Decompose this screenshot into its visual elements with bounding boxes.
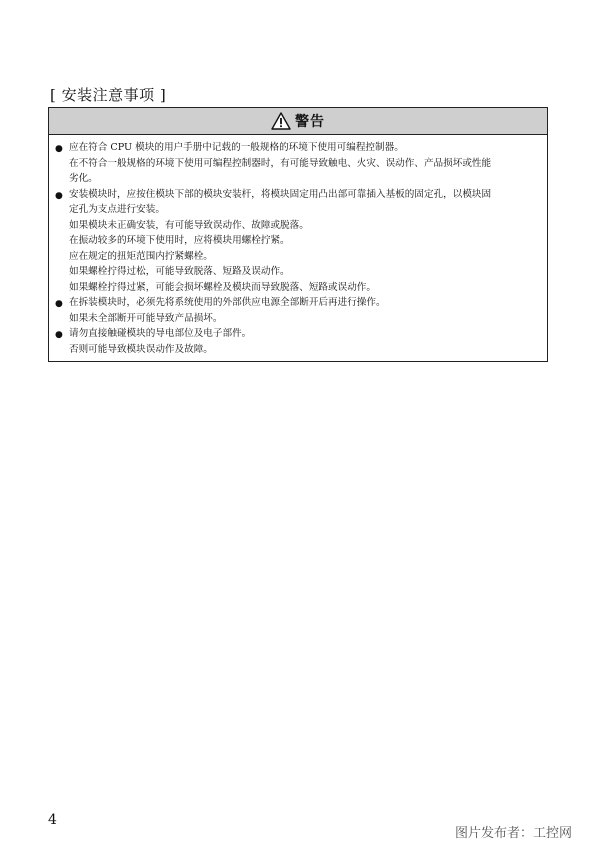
warning-header xyxy=(49,108,547,135)
warning-item-2 xyxy=(55,187,539,296)
warning-box xyxy=(48,107,548,362)
item-line: 如果未全部断开可能导致产品损坏。 xyxy=(69,312,223,324)
warning-item-4 xyxy=(55,326,539,357)
item-line: 定孔为支点进行安装。 xyxy=(69,204,165,215)
page-number: 4 xyxy=(48,812,57,828)
warning-item-1 xyxy=(55,140,539,187)
warning-item-3 xyxy=(55,295,539,326)
item-line: 在振动较多的环境下使用时，应将模块用螺栓拧紧。 xyxy=(69,235,290,246)
item-line: 在不符合一般规格的环境下使用可编程控制器时，有可能导致触电、火灾、误动作、产品损坏或性能 xyxy=(69,157,492,169)
item-line: 否则可能导致模块误动作及故障。 xyxy=(69,343,213,355)
bullet-icon: ● xyxy=(55,330,63,340)
item-line: 安装模块时，应按住模块下部的模块安装杆，将模块固定用凸出部可靠插入基板的固定孔，以模块固 xyxy=(69,188,492,200)
item-line: 如果螺栓拧得过松，可能导致脱落、短路及误动作。 xyxy=(69,266,290,277)
publisher-credit: 图片发布者：工控网 xyxy=(454,826,572,841)
warning-body xyxy=(49,135,547,361)
warning-triangle-icon xyxy=(271,112,291,130)
item-line: 请勿直接触碰模块的导电部位及电子部件。 xyxy=(69,328,252,339)
item-line: 应在规定的扭矩范围内拧紧螺栓。 xyxy=(69,250,213,262)
bullet-icon: ● xyxy=(55,299,63,309)
item-line: 劣化。 xyxy=(69,173,98,184)
item-line: 应在符合 CPU 模块的用户手册中记载的一般规格的环境下使用可编程控制器。 xyxy=(69,142,404,153)
section-title: [ 安装注意事项 ] xyxy=(50,86,167,104)
bullet-icon: ● xyxy=(55,144,63,154)
item-line: 在拆装模块时，必须先将系统使用的外部供应电源全部断开后再进行操作。 xyxy=(69,297,386,308)
warning-label: 警告 xyxy=(295,114,325,130)
item-line: 如果螺栓拧得过紧，可能会损坏螺栓及模块而导致脱落、短路或误动作。 xyxy=(69,281,376,293)
bullet-icon: ● xyxy=(55,190,63,201)
item-line: 如果模块未正确安装，有可能导致误动作、故障或脱落。 xyxy=(69,219,309,231)
